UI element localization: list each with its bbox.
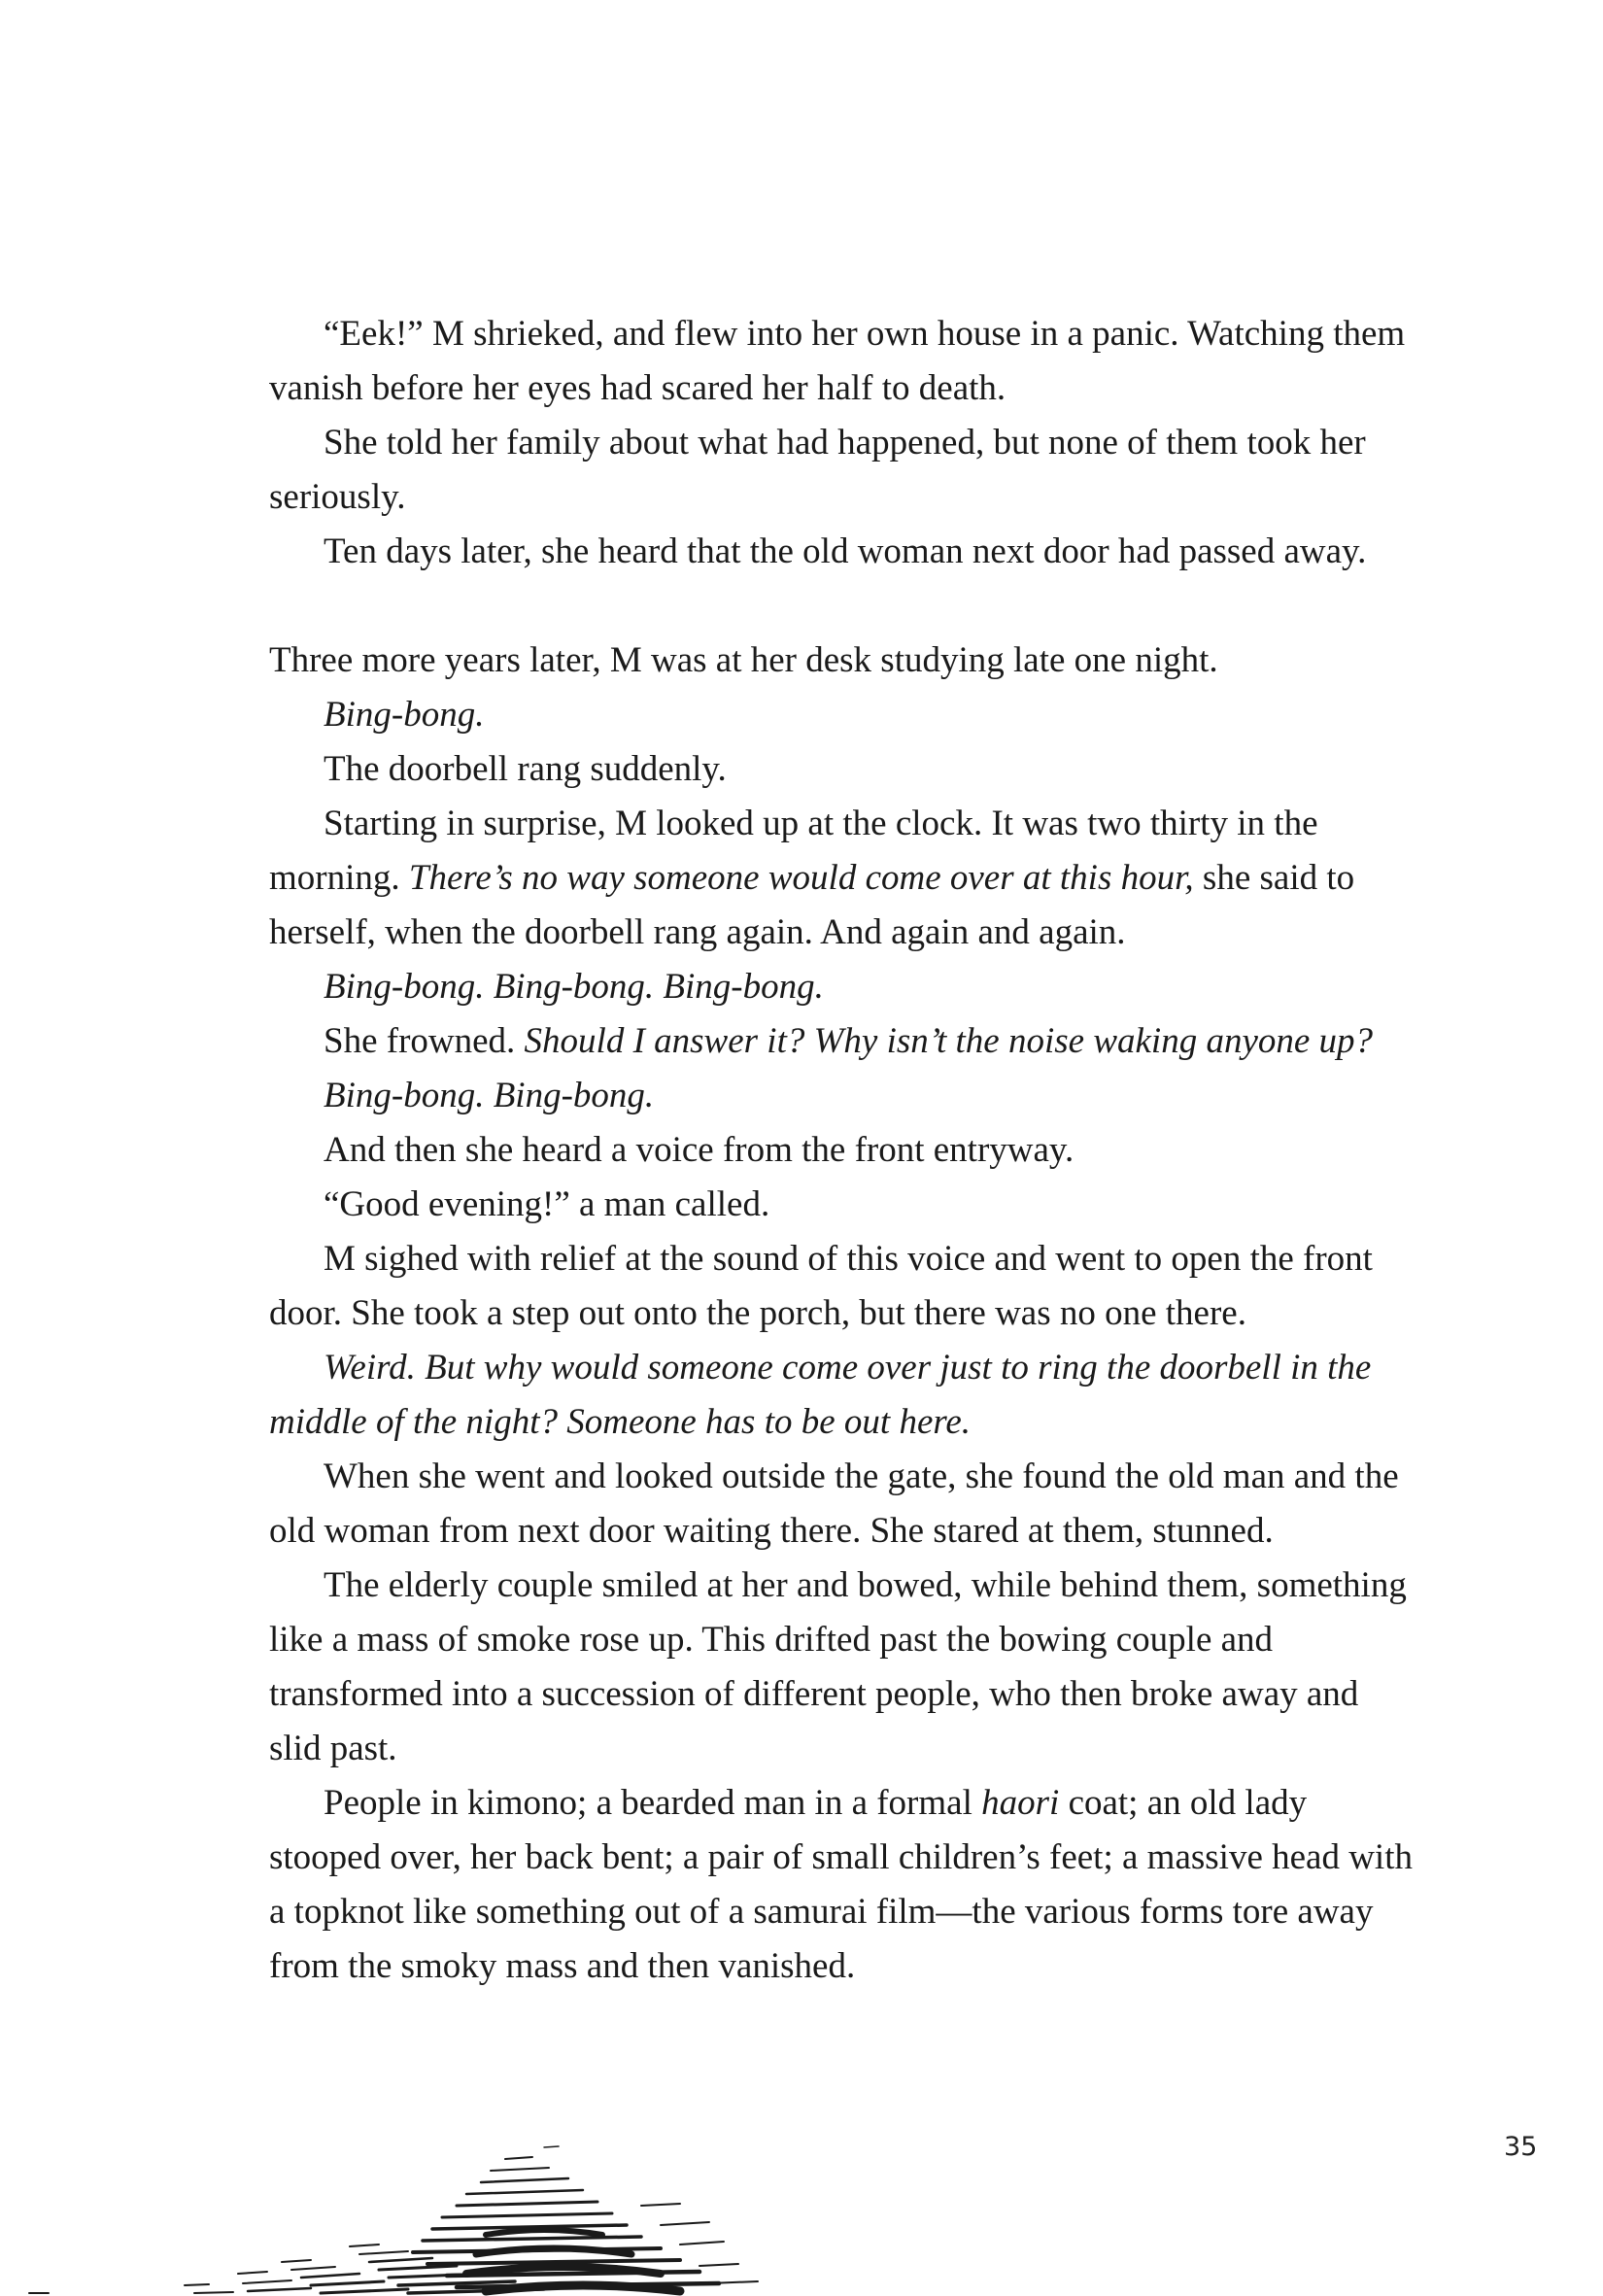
paragraph: Bing-bong. Bing-bong.: [324, 1076, 655, 1115]
paragraph: When she went and looked outside the gate, she found the old man and the old woman from next door waiting there. She stared at them, stunned.: [269, 1456, 1399, 1551]
paragraph: Starting in surprise, M looked up at the clock. It was two thirty in the morning. There’s no way someone would come over at this hour, she said to herself, when the doorbell rang again. And again and again.: [269, 804, 1355, 952]
paragraph: The elderly couple smiled at her and bowed, while behind them, something like a mass of smoke rose up. This drifted past the bowing couple and transformed into a succession of different people, who then broke away and slid past.: [269, 1565, 1407, 1768]
page-number: 35: [1504, 2132, 1538, 2162]
paragraph: And then she heard a voice from the front entryway.: [324, 1130, 1074, 1170]
paragraph: Bing-bong.: [324, 695, 485, 735]
section-opening-paragraph: Three more years later, M was at her desk studying late one night.: [269, 640, 1218, 680]
paragraph: M sighed with relief at the sound of this voice and went to open the front door. She took a step out onto the porch, but there was no one there.: [269, 1239, 1373, 1333]
paragraph: The doorbell rang suddenly.: [324, 749, 727, 789]
paragraph: “Eek!” M shrieked, and flew into her own house in a panic. Watching them vanish before her eyes had scared her half to death.: [269, 314, 1406, 408]
paragraph: Ten days later, she heard that the old woman next door had passed away.: [324, 531, 1367, 571]
paragraph: “Good evening!” a man called.: [324, 1184, 770, 1224]
paragraph: She frowned. Should I answer it? Why isn’t the noise waking anyone up?: [324, 1021, 1374, 1061]
paragraph: She told her family about what had happened, but none of them took her seriously.: [269, 423, 1366, 517]
paragraph: People in kimono; a bearded man in a formal haori coat; an old lady stooped over, her back bent; a pair of small children’s feet; a massive head with a topknot like something out of a samurai film—the various forms tore away from the smoky mass and then vanished.: [269, 1783, 1413, 1986]
body-text: [269, 307, 1415, 1994]
paragraph: Weird. But why would someone come over just to ring the doorbell in the middle of the night? Someone has to be out here.: [269, 1348, 1372, 1442]
paragraph: Bing-bong. Bing-bong. Bing-bong.: [324, 967, 824, 1007]
smoke-illustration: [0, 2138, 874, 2296]
